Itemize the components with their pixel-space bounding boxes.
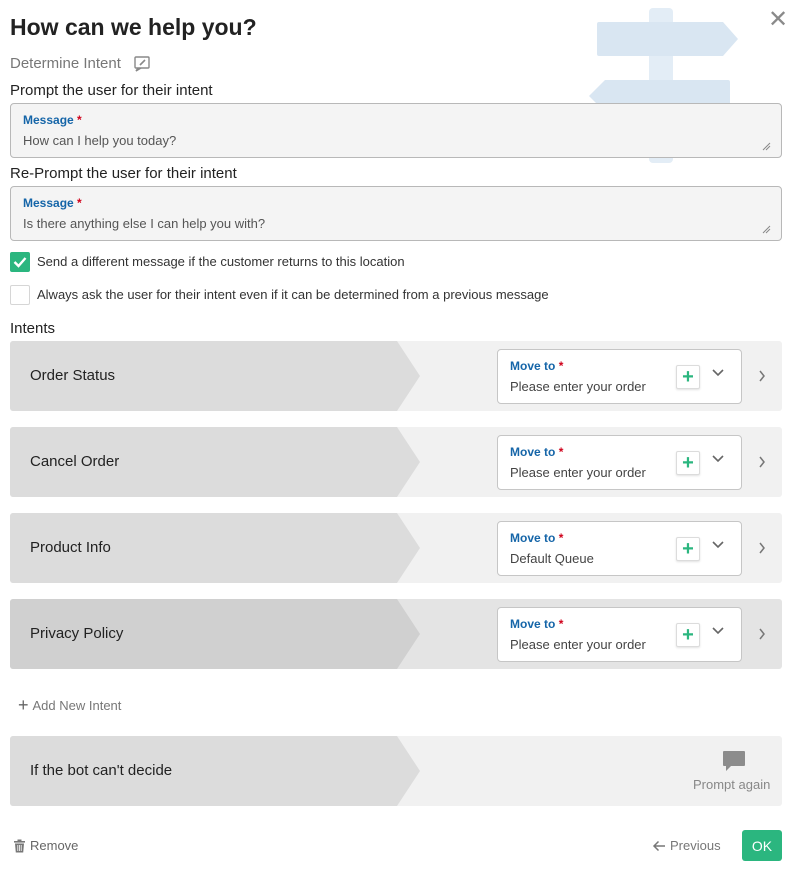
prompt-section-label: Prompt the user for their intent bbox=[10, 82, 213, 99]
intent-name: Cancel Order bbox=[30, 453, 120, 470]
move-to-label: Move to * bbox=[510, 531, 564, 545]
prompt-message-label: Message * bbox=[23, 113, 82, 127]
move-to-field[interactable] bbox=[497, 349, 742, 404]
intent-row[interactable] bbox=[10, 599, 782, 669]
page-title: How can we help you? bbox=[10, 14, 257, 40]
different-message-checkbox[interactable] bbox=[10, 252, 30, 272]
reprompt-message-label: Message * bbox=[23, 196, 82, 210]
fallback-label: If the bot can't decide bbox=[30, 762, 173, 779]
reprompt-message-value[interactable]: Is there anything else I can help you with? bbox=[23, 216, 266, 231]
reprompt-section-label: Re-Prompt the user for their intent bbox=[10, 165, 237, 182]
add-destination-button[interactable]: + bbox=[676, 623, 700, 647]
intent-row[interactable] bbox=[10, 427, 782, 497]
different-message-label: Send a different message if the customer returns to this location bbox=[37, 254, 405, 269]
intent-row[interactable] bbox=[10, 341, 782, 411]
prompt-message-value[interactable]: How can I help you today? bbox=[23, 133, 177, 148]
prompt-again-label[interactable]: Prompt again bbox=[693, 777, 771, 792]
remove-label: Remove bbox=[30, 838, 79, 853]
subtitle-label: Determine Intent bbox=[10, 54, 121, 72]
arrow-left-icon bbox=[652, 840, 666, 852]
add-new-intent-button[interactable] bbox=[18, 697, 121, 713]
previous-button[interactable] bbox=[652, 838, 721, 853]
move-to-label: Move to * bbox=[510, 359, 564, 373]
close-icon[interactable]: ✕ bbox=[767, 6, 789, 33]
always-ask-checkbox[interactable] bbox=[10, 285, 30, 305]
intent-name: Product Info bbox=[30, 539, 111, 556]
prompt-message-field[interactable] bbox=[10, 103, 782, 158]
chevron-down-icon[interactable] bbox=[711, 540, 725, 550]
chevron-down-icon[interactable] bbox=[711, 368, 725, 378]
move-to-value: Default Queue bbox=[510, 551, 594, 566]
move-to-value: Please enter your order bbox=[510, 637, 646, 652]
checkmark-icon bbox=[10, 252, 30, 272]
chevron-right-icon[interactable] bbox=[758, 541, 766, 555]
intents-section-label: Intents bbox=[10, 320, 56, 337]
previous-label: Previous bbox=[670, 838, 721, 853]
add-destination-button[interactable]: + bbox=[676, 537, 700, 561]
chevron-down-icon[interactable] bbox=[711, 626, 725, 636]
chevron-down-icon[interactable] bbox=[711, 454, 725, 464]
remove-button[interactable] bbox=[13, 838, 78, 853]
intent-row[interactable] bbox=[10, 513, 782, 583]
chat-bubble-icon[interactable] bbox=[722, 750, 746, 772]
edit-note-icon[interactable] bbox=[133, 54, 151, 72]
move-to-value: Please enter your order bbox=[510, 379, 646, 394]
reprompt-message-field[interactable] bbox=[10, 186, 782, 241]
fallback-row[interactable] bbox=[10, 736, 782, 806]
add-destination-button[interactable]: + bbox=[676, 365, 700, 389]
subtitle bbox=[10, 54, 151, 72]
resize-grip-icon[interactable] bbox=[762, 225, 771, 234]
chevron-right-icon[interactable] bbox=[758, 627, 766, 641]
add-destination-button[interactable]: + bbox=[676, 451, 700, 475]
always-ask-label: Always ask the user for their intent even if it can be determined from a previous message bbox=[37, 287, 549, 302]
chevron-right-icon[interactable] bbox=[758, 455, 766, 469]
resize-grip-icon[interactable] bbox=[762, 142, 771, 151]
plus-icon: + bbox=[18, 695, 29, 715]
add-new-intent-label: Add New Intent bbox=[32, 697, 122, 713]
move-to-field[interactable] bbox=[497, 435, 742, 490]
chevron-right-icon[interactable] bbox=[758, 369, 766, 383]
move-to-field[interactable] bbox=[497, 607, 742, 662]
move-to-value: Please enter your order bbox=[510, 465, 646, 480]
intent-name: Order Status bbox=[30, 367, 116, 384]
ok-button[interactable]: OK bbox=[742, 830, 782, 861]
move-to-label: Move to * bbox=[510, 617, 564, 631]
trash-icon bbox=[13, 839, 26, 853]
move-to-label: Move to * bbox=[510, 445, 564, 459]
move-to-field[interactable] bbox=[497, 521, 742, 576]
intent-name: Privacy Policy bbox=[30, 625, 124, 642]
